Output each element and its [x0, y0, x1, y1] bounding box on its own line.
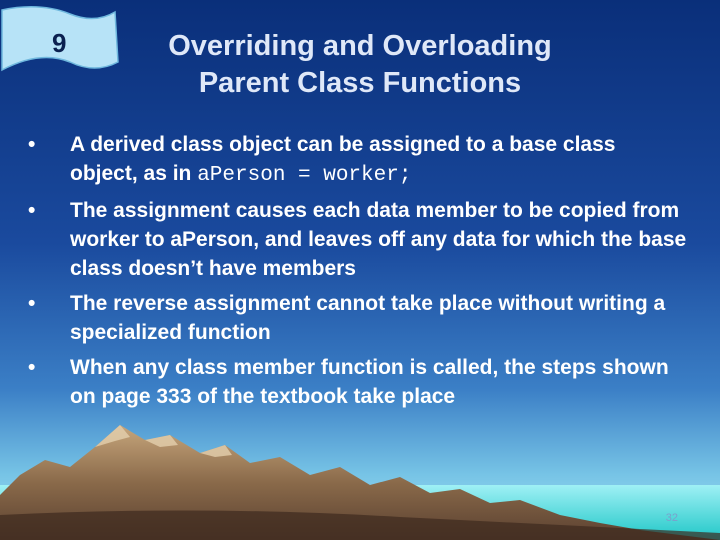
bullet-list [28, 130, 688, 417]
slide-number: 9 [52, 28, 67, 58]
bullet-text: The assignment causes each data member to be copied from worker to aPerson, and leaves off any data for which the base class doesn’t have members [70, 199, 687, 280]
bullet-text: The reverse assignment cannot take place without writing a specialized function [70, 292, 666, 344]
bullet-icon: • [28, 133, 36, 156]
bullet-icon: • [28, 292, 36, 315]
bullet-icon: • [28, 356, 36, 379]
title-line-2: Parent Class Functions [198, 67, 522, 99]
bullet-item [28, 196, 688, 283]
bullet-item [28, 130, 688, 190]
bullet-item [28, 353, 688, 411]
page-number: 32 [665, 512, 678, 524]
code-snippet: aPerson = worker; [197, 164, 412, 187]
bullet-icon: • [28, 199, 36, 222]
mountain-landscape [0, 405, 720, 540]
title-line-1: Overriding and Overloading [168, 30, 552, 62]
bullet-text: When any class member function is called, the steps shown on page 333 of the textbook take place [70, 356, 669, 408]
bullet-text: A derived class object can be assigned to a base class object, as in [70, 133, 616, 185]
slide-title [120, 28, 600, 102]
bullet-item [28, 289, 688, 347]
